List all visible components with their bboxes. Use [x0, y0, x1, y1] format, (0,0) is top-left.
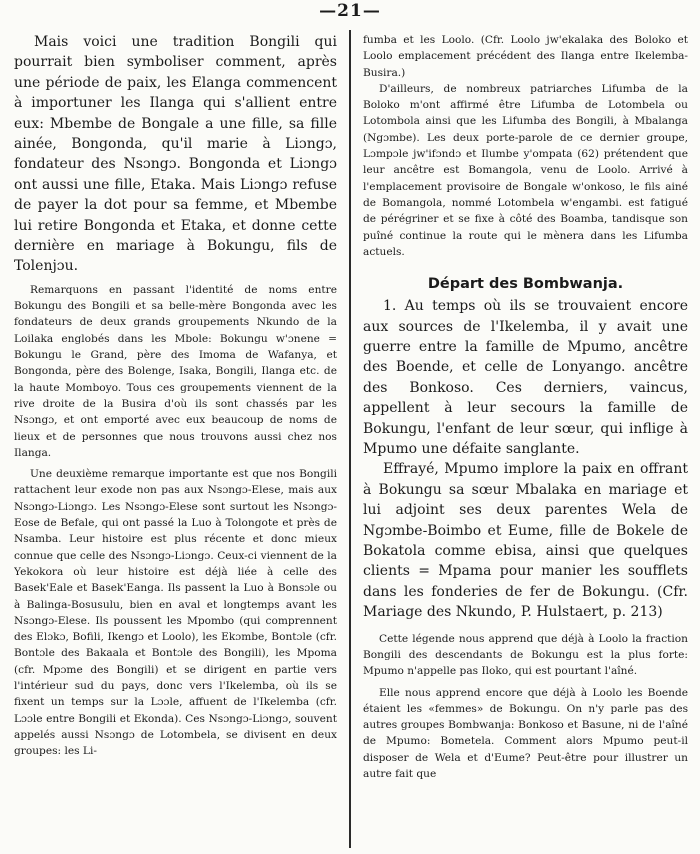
paragraph-guerre-mpumo: 1. Au temps où ils se trouvaient encore aux sources de l'Ikelemba, il y avait une guerre entre la famille de Mpumo, ancêtre des Boende, et celle de Lonyango. ancêtre des Bonkoso. Ces derniers, vaincus, appellent à leur secours la famille de Bokungu, l'enfant de leur sœur, qui inflige à Mpumo une défaite sanglante. [363, 298, 688, 457]
paragraph-patriarches-lifumba: D'ailleurs, de nombreux patriarches Lifumba de la Boloko m'ont affirmé être Lifumba de Lotombela ou Lotombola ainsi que les Lifumba des Bongili, à Mbalanga (Ngɔmbe). Les deux porte-parole de ce dernier groupe, Lɔmpɔle jw'ifɔndɔ et Ilumbe y'ompata (62) prétendent que leur ancêtre est Bomangola, venu de Loolo. Arrivé à l'emplacement provisoire de Bongale w'onkoso, le fils ainé de Bomangola, nommé Lotombela w'engambi. est fatigué de pérégriner et se fixe à côté des Boamba, tandisque son puîné continue la route qui le mènera dans les Lifumba actuels. [363, 82, 688, 258]
paragraph-mpumo-implore: Effrayé, Mpumo implore la paix en offrant à Bokungu sa sœur Mbalaka en mariage et lui adjoint ses deux parentes Wela de Ngɔmbe-Boimbo et Eume, fille de Bokele de Bokatola comme ebisa, ainsi que quelques clients = Mpama pour manier les soufflets dans les fonderies de fer de Bokungu. (Cfr. Mariage des Nkundo, P. Hulstaert, p. 213) [363, 461, 688, 621]
column-divider [349, 30, 351, 848]
paragraph-deuxieme-remarque: Une deuxième remarque importante est que nos Bongili rattachent leur exode non pas aux Nsɔngɔ-Elese, mais aux Nsɔngɔ-Liɔngɔ. Les Nsɔngɔ-Elese sont surtout les Nsɔngɔ-Eose de Befale, qui ont passé la Luo à Tolongote et près de Nsamba. Leur histoire est plus récente et donc mieux connue que celle des Nsɔngɔ-Liɔngɔ. Ceux-ci viennent de la Yekokora où leur histoire est déjà liée à celle des Basek'Eale et Basek'Eanga. Ils passent la Luo à Bonsɔle ou à Balinga-Bosusulu, bien en aval et longtemps avant les Nsɔngɔ-Elese. Ils poussent les Mpombo (qui comprennent des Elɔkɔ, Bofili, Ikengɔ et Loolo), les Ekɔmbe, Bontɔle (cfr. Bontɔle des Bakaala et Bontɔle des Bongili), les Mpoma (cfr. Mpɔme des Bongili) et se dirigent en partie vers l'intérieur sud du pays, donc vers l'Ikelemba, où ils se fixent un temps sur la Lɔɔle, affuent de l'Ikelemba (cfr. Lɔɔle entre Bongili et Ekonda). Ces Nsɔngɔ-Liɔngɔ, souvent appelés aussi Nsɔngɔ de Lotombela, se divisent en deux groupes: les Li- [14, 468, 337, 758]
paragraph-tradition-bongili: Mais voici une tradition Bongili qui pourrait bien symboliser comment, après une période de paix, les Elanga commencent à importuner les Ilanga qui s'allient entre eux: Mbembe de Bongale a une fille, sa fille ainée, Bongonda, qu'il marie à Liɔngɔ, fondateur des Nsɔngɔ. Bongonda et Liɔngɔ ont aussi une fille, Etaka. Mais Liɔngɔ refuse de payer la dot pour sa femme, et Mbembe lui retire Bongonda et Etaka, et donne cette dernière en mariage à Bokungu, fils de Tolenjɔu. [14, 34, 337, 275]
left-column [14, 32, 337, 848]
page-number: —21— [319, 1, 381, 21]
right-column [363, 32, 688, 848]
paragraph-legende: Cette légende nous apprend que déjà à Loolo la fraction Bongili des descendants de Bokungu est la plus forte: Mpumo n'appelle pas Iloko, qui est pourtant l'aîné. [363, 632, 688, 678]
paragraph-remarque-noms: Remarquons en passant l'identité de noms entre Bokungu des Bongili et sa belle-mère Bongonda avec les fondateurs de deux grands groupements Nkundo de la Loilaka englobés dans les Mbole: Bokungu w'ɔnene = Bokungu le Grand, père des Imoma de Wafanya, et Bongonda, père des Bolenge, Isaka, Bongili, Ilanga etc. de la haute Momboyo. Tous ces groupements viennent de la rive droite de la Busira d'où ils sont chassés par les Nsɔngɔ, et ont emporté avec eux beaucoup de noms de lieux et de personnes que nous trouvons aussi chez nos Ilanga. [14, 283, 337, 459]
paragraph-fumba-loolo: fumba et les Loolo. (Cfr. Loolo jw'ekalaka des Boloko et Loolo emplacement précédent des Ilanga entre Ikelemba-Busira.) [363, 34, 688, 79]
paragraph-femmes-bokungu: Elle nous apprend encore que déjà à Loolo les Boende étaient les «femmes» de Bokungu. On n'y parle pas des autres groupes Bombwanja: Bonkoso et Basune, ni de l'aîné de Mpumo: Bometela. Comment alors Mpumo peut-il disposer de Wela et d'Eume? Peut-être pour illustrer un autre fait que [363, 686, 688, 781]
section-heading: Départ des Bombwanja. [427, 276, 624, 293]
